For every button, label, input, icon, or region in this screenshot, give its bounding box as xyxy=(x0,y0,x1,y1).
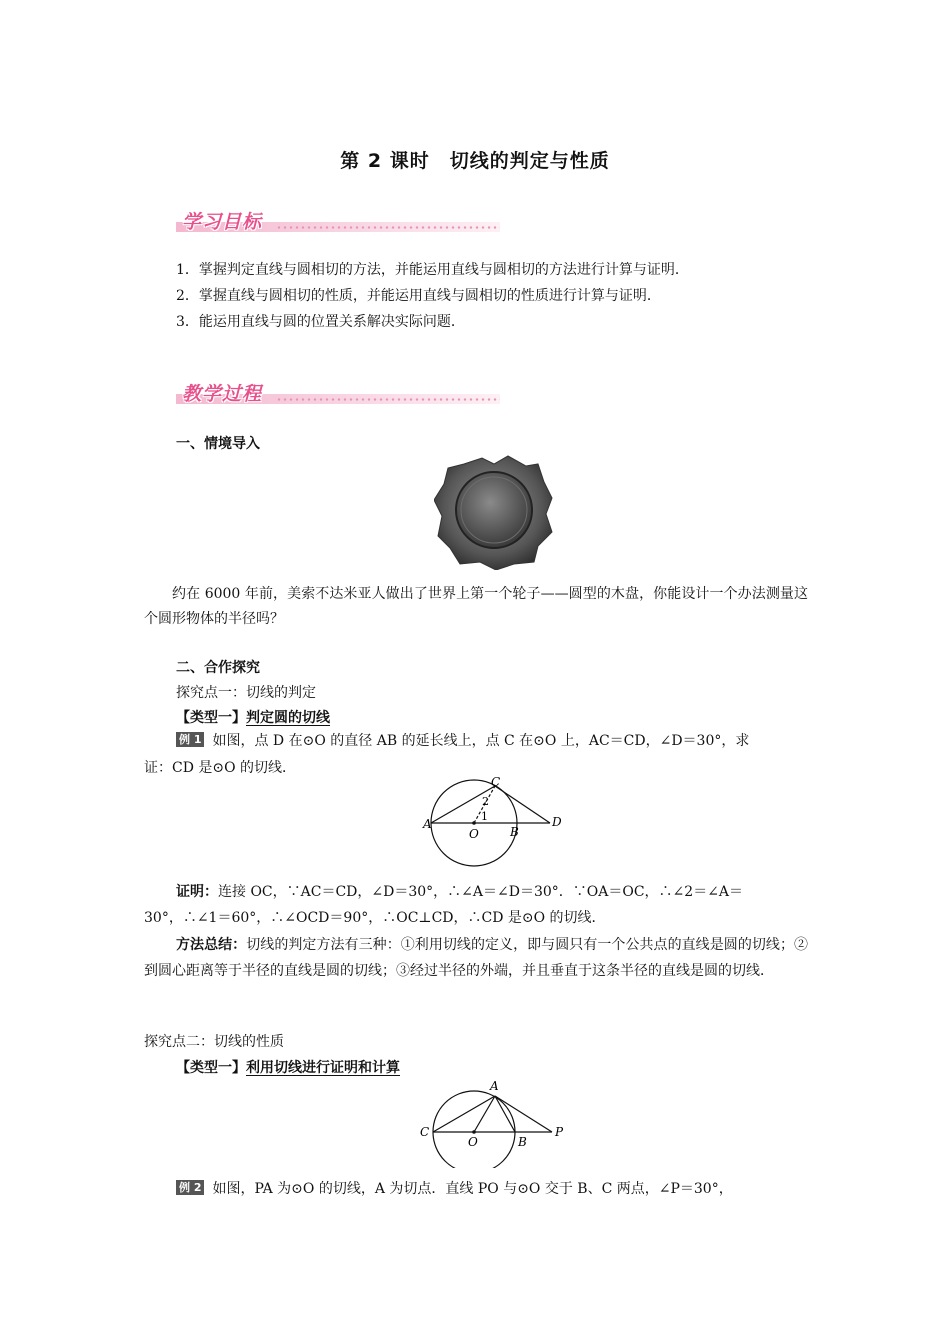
example-badge: 例 2 xyxy=(176,1180,204,1195)
label-b: B xyxy=(510,825,519,839)
page-title: 第 2 课时 切线的判定与性质 xyxy=(340,150,610,172)
type2-row xyxy=(176,1056,400,1080)
label-c: C xyxy=(491,776,501,789)
proof-line2: 30°，∴∠1＝60°，∴∠OCD＝90°，∴OC⊥CD，∴CD 是⊙O 的切线． xyxy=(144,910,606,926)
proof-label: 证明： xyxy=(176,884,218,900)
label-b: B xyxy=(518,1135,527,1149)
example2-text: 如图，PA 为⊙O 的切线，A 为切点．直线 PO 与⊙O 交于 B、C 两点，∠P＝30°， xyxy=(212,1181,733,1197)
banner-label: 教学过程 xyxy=(182,383,263,405)
section-banner-goals xyxy=(176,204,500,234)
summary-label: 方法总结： xyxy=(176,937,247,953)
example1-line1 xyxy=(176,729,749,753)
type1-bracket: 【类型一】 xyxy=(176,710,246,726)
label-p: P xyxy=(555,1125,564,1139)
label-angle-1: 1 xyxy=(481,810,488,823)
figure-1-circle-tangent xyxy=(418,776,568,868)
label-o: O xyxy=(469,827,479,841)
label-c: C xyxy=(420,1125,430,1139)
type1-title: 判定圆的切线 xyxy=(246,710,330,726)
proof-line1 xyxy=(176,880,743,904)
type2-bracket: 【类型一】 xyxy=(176,1060,246,1076)
label-d: D xyxy=(552,815,562,829)
label-angle-2: 2 xyxy=(482,795,489,808)
figure-2-circle-tangent xyxy=(414,1076,574,1168)
part2-heading: 二、合作探究 xyxy=(176,660,260,676)
example1-text: 如图，点 D 在⊙O 的直径 AB 的延长线上，点 C 在⊙O 上，AC＝CD，∠D＝30°，求 xyxy=(212,733,750,749)
type2-title: 利用切线进行证明和计算 xyxy=(246,1060,400,1076)
example1-line2: 证：CD 是⊙O 的切线． xyxy=(144,760,297,776)
label-a: A xyxy=(423,817,432,831)
point2-title: 探究点二：切线的性质 xyxy=(144,1034,284,1050)
type1-row xyxy=(176,706,330,730)
point1-title: 探究点一：切线的判定 xyxy=(176,685,316,701)
label-a: A xyxy=(490,1079,499,1093)
method-summary xyxy=(144,932,808,984)
example2-line1 xyxy=(176,1177,733,1201)
summary-text: 切线的判定方法有三种：①利用切线的定义，即与圆只有一个公共点的直线是圆的切线；②到圆心距离等于半径的直线是圆的切线；③经过半径的外端，并且垂直于这条半径的直线是圆的切线． xyxy=(144,937,809,979)
part1-heading: 一、情境导入 xyxy=(176,436,260,452)
goal-item: 2．掌握直线与圆相切的性质，并能运用直线与圆相切的性质进行计算与证明． xyxy=(176,288,661,304)
label-o: O xyxy=(468,1135,478,1149)
wooden-disk-image xyxy=(434,454,554,570)
goal-item: 1．掌握判定直线与圆相切的方法，并能运用直线与圆相切的方法进行计算与证明． xyxy=(176,262,689,278)
example-badge: 例 1 xyxy=(176,732,204,747)
banner-label: 学习目标 xyxy=(182,211,263,233)
goal-item: 3．能运用直线与圆的位置关系解决实际问题． xyxy=(176,314,465,330)
part1-text: 约在 6000 年前，美索不达米亚人做出了世界上第一个轮子——圆型的木盘，你能设计一个办法测量这个圆形物体的半径吗？ xyxy=(144,586,808,627)
proof-text: 连接 OC，∵AC＝CD，∠D＝30°，∴∠A＝∠D＝30°．∵OA＝OC，∴∠2＝∠A＝ xyxy=(218,884,744,900)
section-banner-process xyxy=(176,376,500,406)
